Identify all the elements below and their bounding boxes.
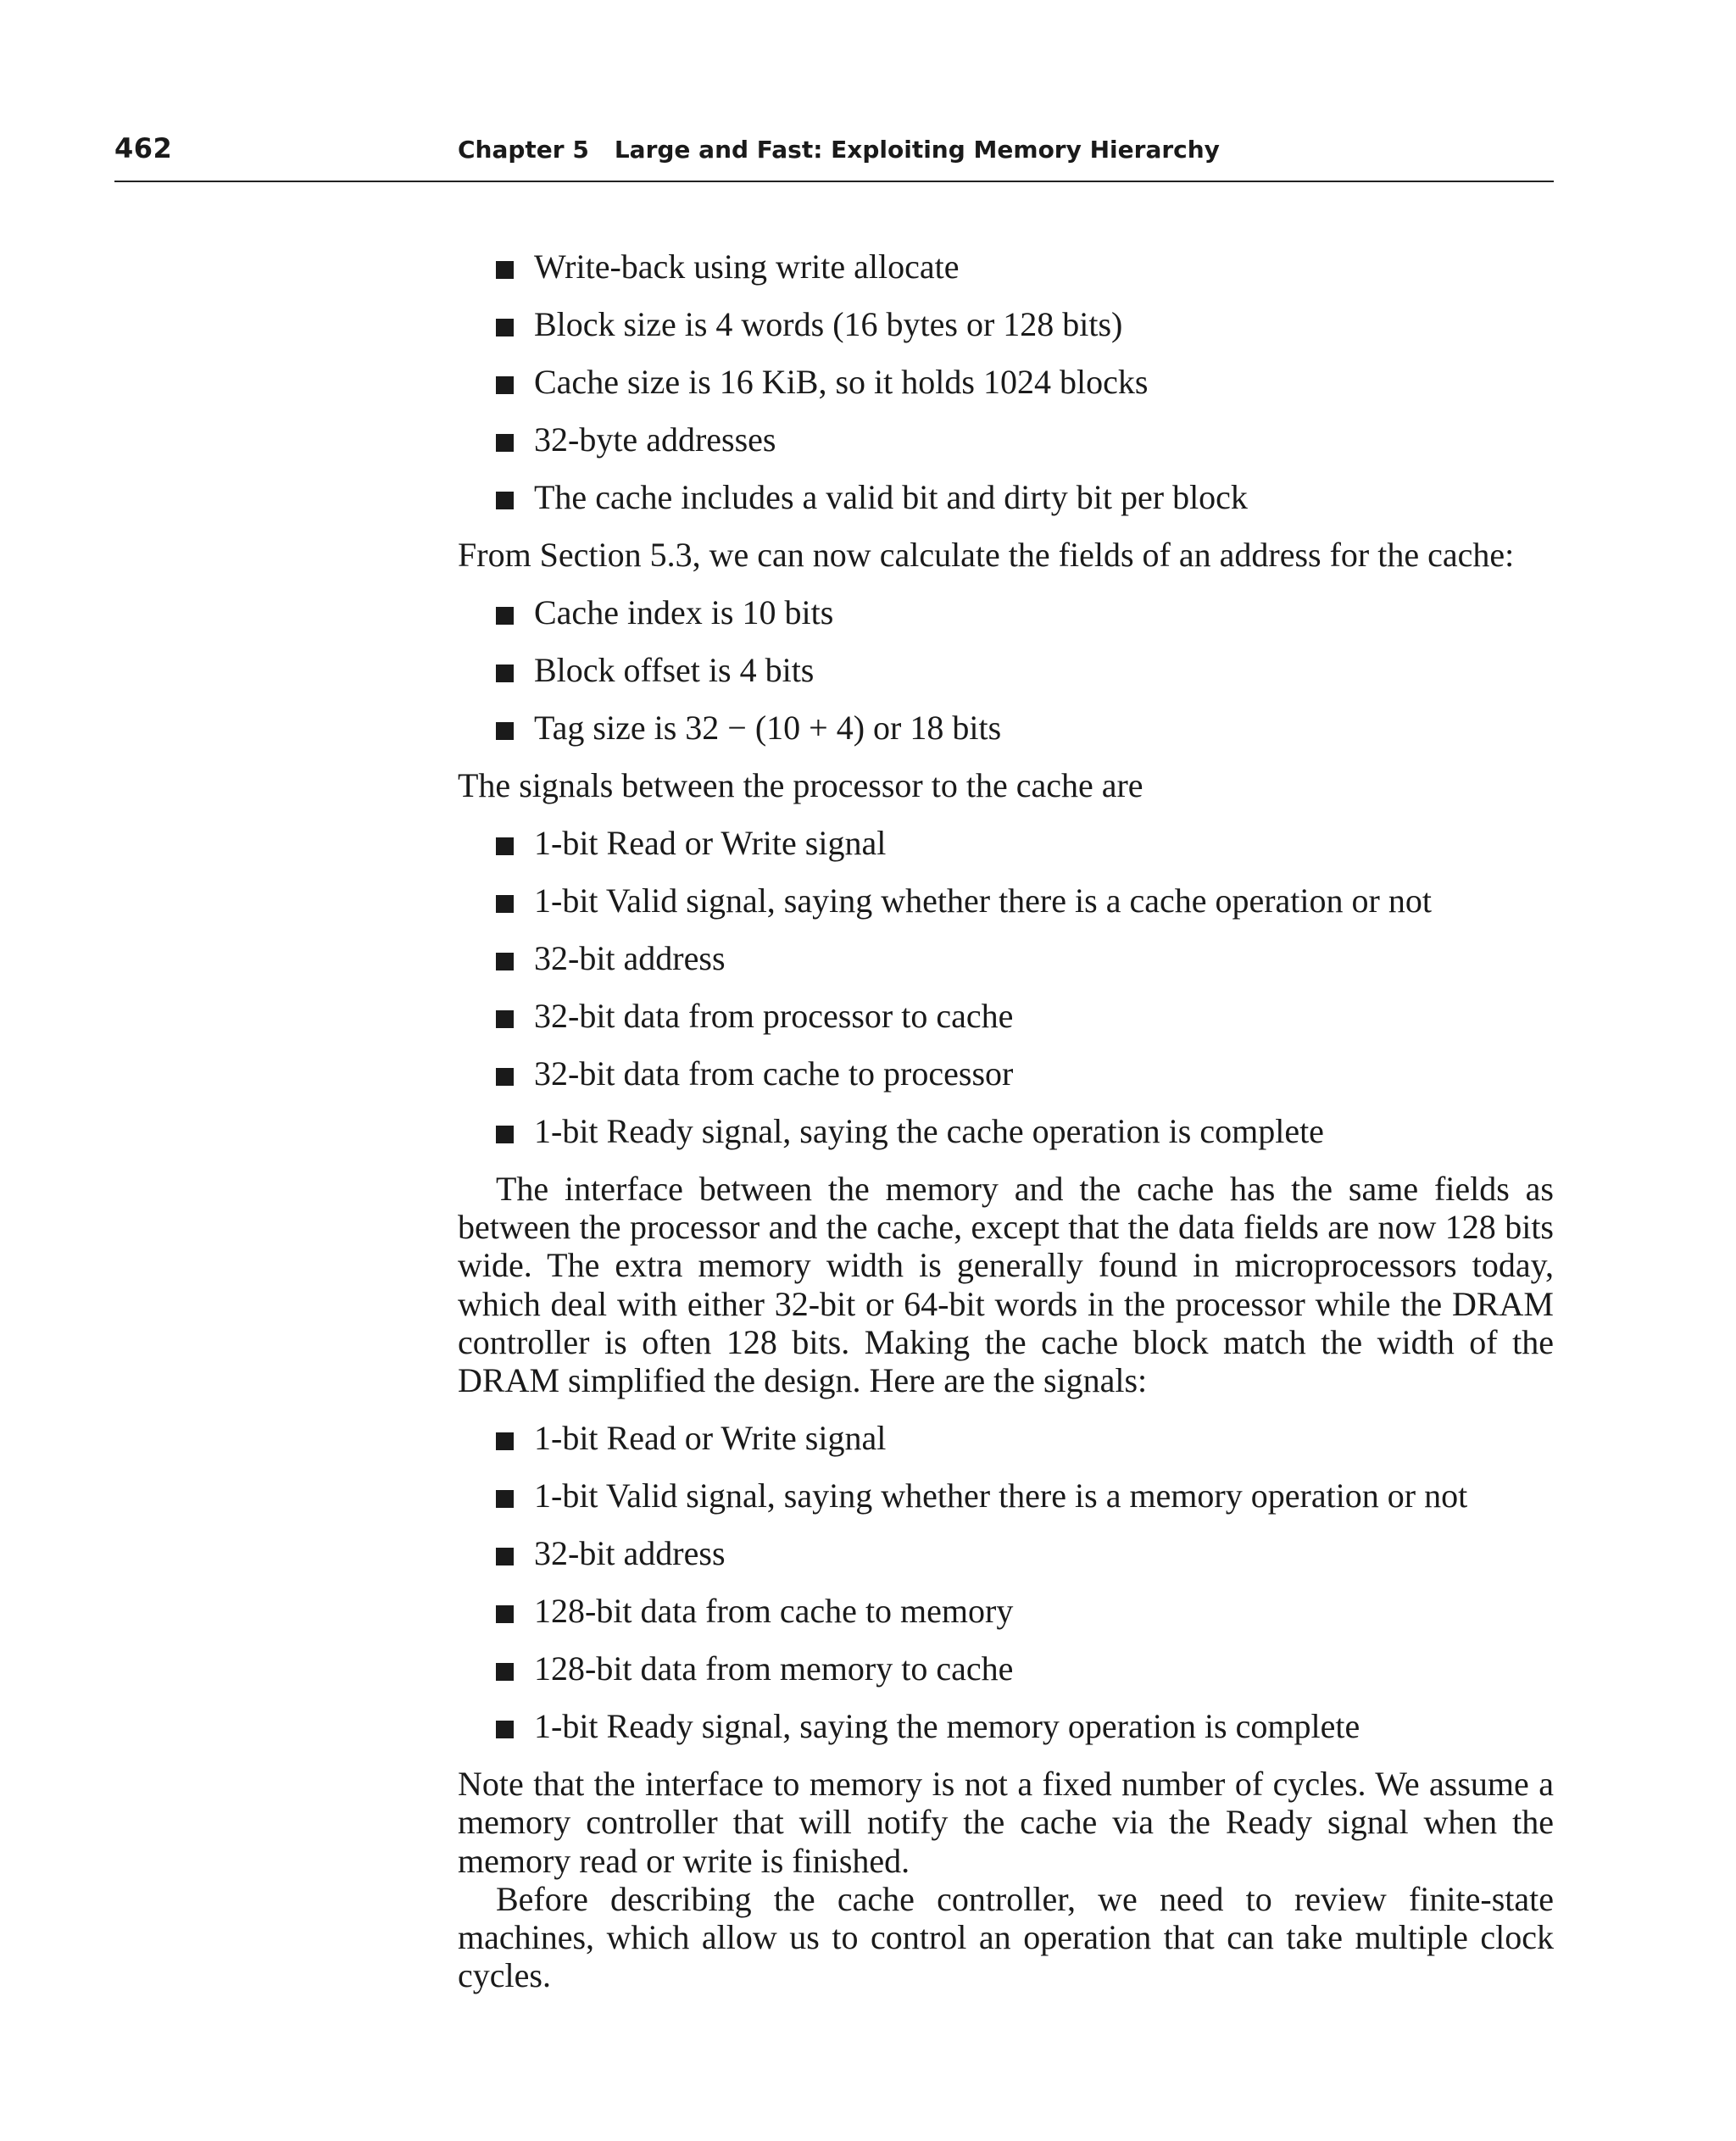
processor-cache-signals-list [458,815,1554,1160]
list-item-text: 32-bit data from cache to processor [534,1054,1014,1093]
list-item [458,987,1554,1045]
list-item-text: 1-bit Valid signal, saying whether there is a memory operation or not [534,1476,1468,1515]
square-bullet-icon [496,492,514,509]
chapter-label: Chapter 5 [458,136,589,164]
square-bullet-icon [496,376,514,394]
list-item [458,1467,1554,1525]
running-header [458,135,1220,165]
memory-interface-paragraph: The interface between the memory and the cache has the same fields as between the processor and the cache, except that the data fields are now 128 bits wide. The extra memory width is generally found in microprocessors today, which deal with either 32-bit or 64-bit words in the processor while the DRAM controller is often 128 bits. Making the cache block match the width of the DRAM simplified the design. Here are the signals: [458,1170,1554,1400]
square-bullet-icon [496,1490,514,1508]
list-item-text: 128-bit data from cache to memory [534,1592,1014,1631]
list-item-text: 32-bit data from processor to cache [534,997,1014,1035]
list-item-text: 1-bit Valid signal, saying whether there is a cache operation or not [534,881,1432,920]
cache-characteristics-list [458,238,1554,526]
list-item-text: 128-bit data from memory to cache [534,1649,1014,1688]
list-item [458,815,1554,872]
list-item [458,1698,1554,1755]
list-item-text: Write-back using write allocate [534,247,960,286]
square-bullet-icon [496,1663,514,1681]
list-item [458,699,1554,757]
list-item-text: 32-bit address [534,1534,726,1573]
list-item-text: 1-bit Read or Write signal [534,1419,887,1458]
square-bullet-icon [496,1432,514,1450]
list-item-text: Block size is 4 words (16 bytes or 128 bits) [534,305,1123,343]
list-item [458,1410,1554,1467]
page-body [458,238,1554,1994]
processor-signals-intro: The signals between the processor to the cache are [458,766,1143,804]
square-bullet-icon [496,434,514,452]
list-item-text: Tag size is 32 − (10 + 4) or 18 bits [534,709,1002,747]
square-bullet-icon [496,722,514,740]
page-number: 462 [114,132,173,164]
list-item [458,1525,1554,1582]
list-item [458,872,1554,930]
list-item [458,1582,1554,1640]
square-bullet-icon [496,1548,514,1565]
list-item [458,238,1554,296]
fsm-intro-paragraph: Before describing the cache controller, we need to review finite-state machines, which allow us to control an operation that can take multiple clock cycles. [458,1879,1554,1995]
list-item-text: 32-bit address [534,939,726,977]
list-item-text: 1-bit Ready signal, saying the memory operation is complete [534,1707,1360,1746]
list-item-text: The cache includes a valid bit and dirty bit per block [534,478,1248,516]
square-bullet-icon [496,895,514,913]
memory-timing-paragraph: Note that the interface to memory is not a fixed number of cycles. We assume a memory controller that will notify the cache via the Ready signal when the memory read or write is finished. [458,1765,1554,1880]
list-item-text: Block offset is 4 bits [534,651,815,689]
list-item-text: Cache size is 16 KiB, so it holds 1024 blocks [534,363,1149,401]
list-item-text: 32-byte addresses [534,420,776,459]
list-item [458,1640,1554,1698]
list-item [458,1045,1554,1103]
list-item [458,469,1554,526]
list-item [458,411,1554,469]
square-bullet-icon [496,1010,514,1028]
list-item-text: Cache index is 10 bits [534,593,834,631]
list-item [458,296,1554,353]
list-item [458,930,1554,987]
list-item [458,1103,1554,1160]
list-item-text: 1-bit Read or Write signal [534,824,887,862]
square-bullet-icon [496,1605,514,1623]
square-bullet-icon [496,261,514,279]
header-rule [114,181,1554,182]
square-bullet-icon [496,1126,514,1143]
list-item [458,353,1554,411]
square-bullet-icon [496,837,514,855]
list-item [458,642,1554,699]
address-fields-list [458,584,1554,757]
chapter-title: Large and Fast: Exploiting Memory Hierarchy [614,136,1220,164]
square-bullet-icon [496,319,514,336]
square-bullet-icon [496,1068,514,1086]
square-bullet-icon [496,607,514,625]
list-item-text: 1-bit Ready signal, saying the cache operation is complete [534,1112,1324,1150]
memory-cache-signals-list [458,1410,1554,1755]
square-bullet-icon [496,953,514,970]
square-bullet-icon [496,1721,514,1738]
square-bullet-icon [496,665,514,682]
list-item [458,584,1554,642]
address-fields-intro: From Section 5.3, we can now calculate the fields of an address for the cache: [458,536,1515,574]
